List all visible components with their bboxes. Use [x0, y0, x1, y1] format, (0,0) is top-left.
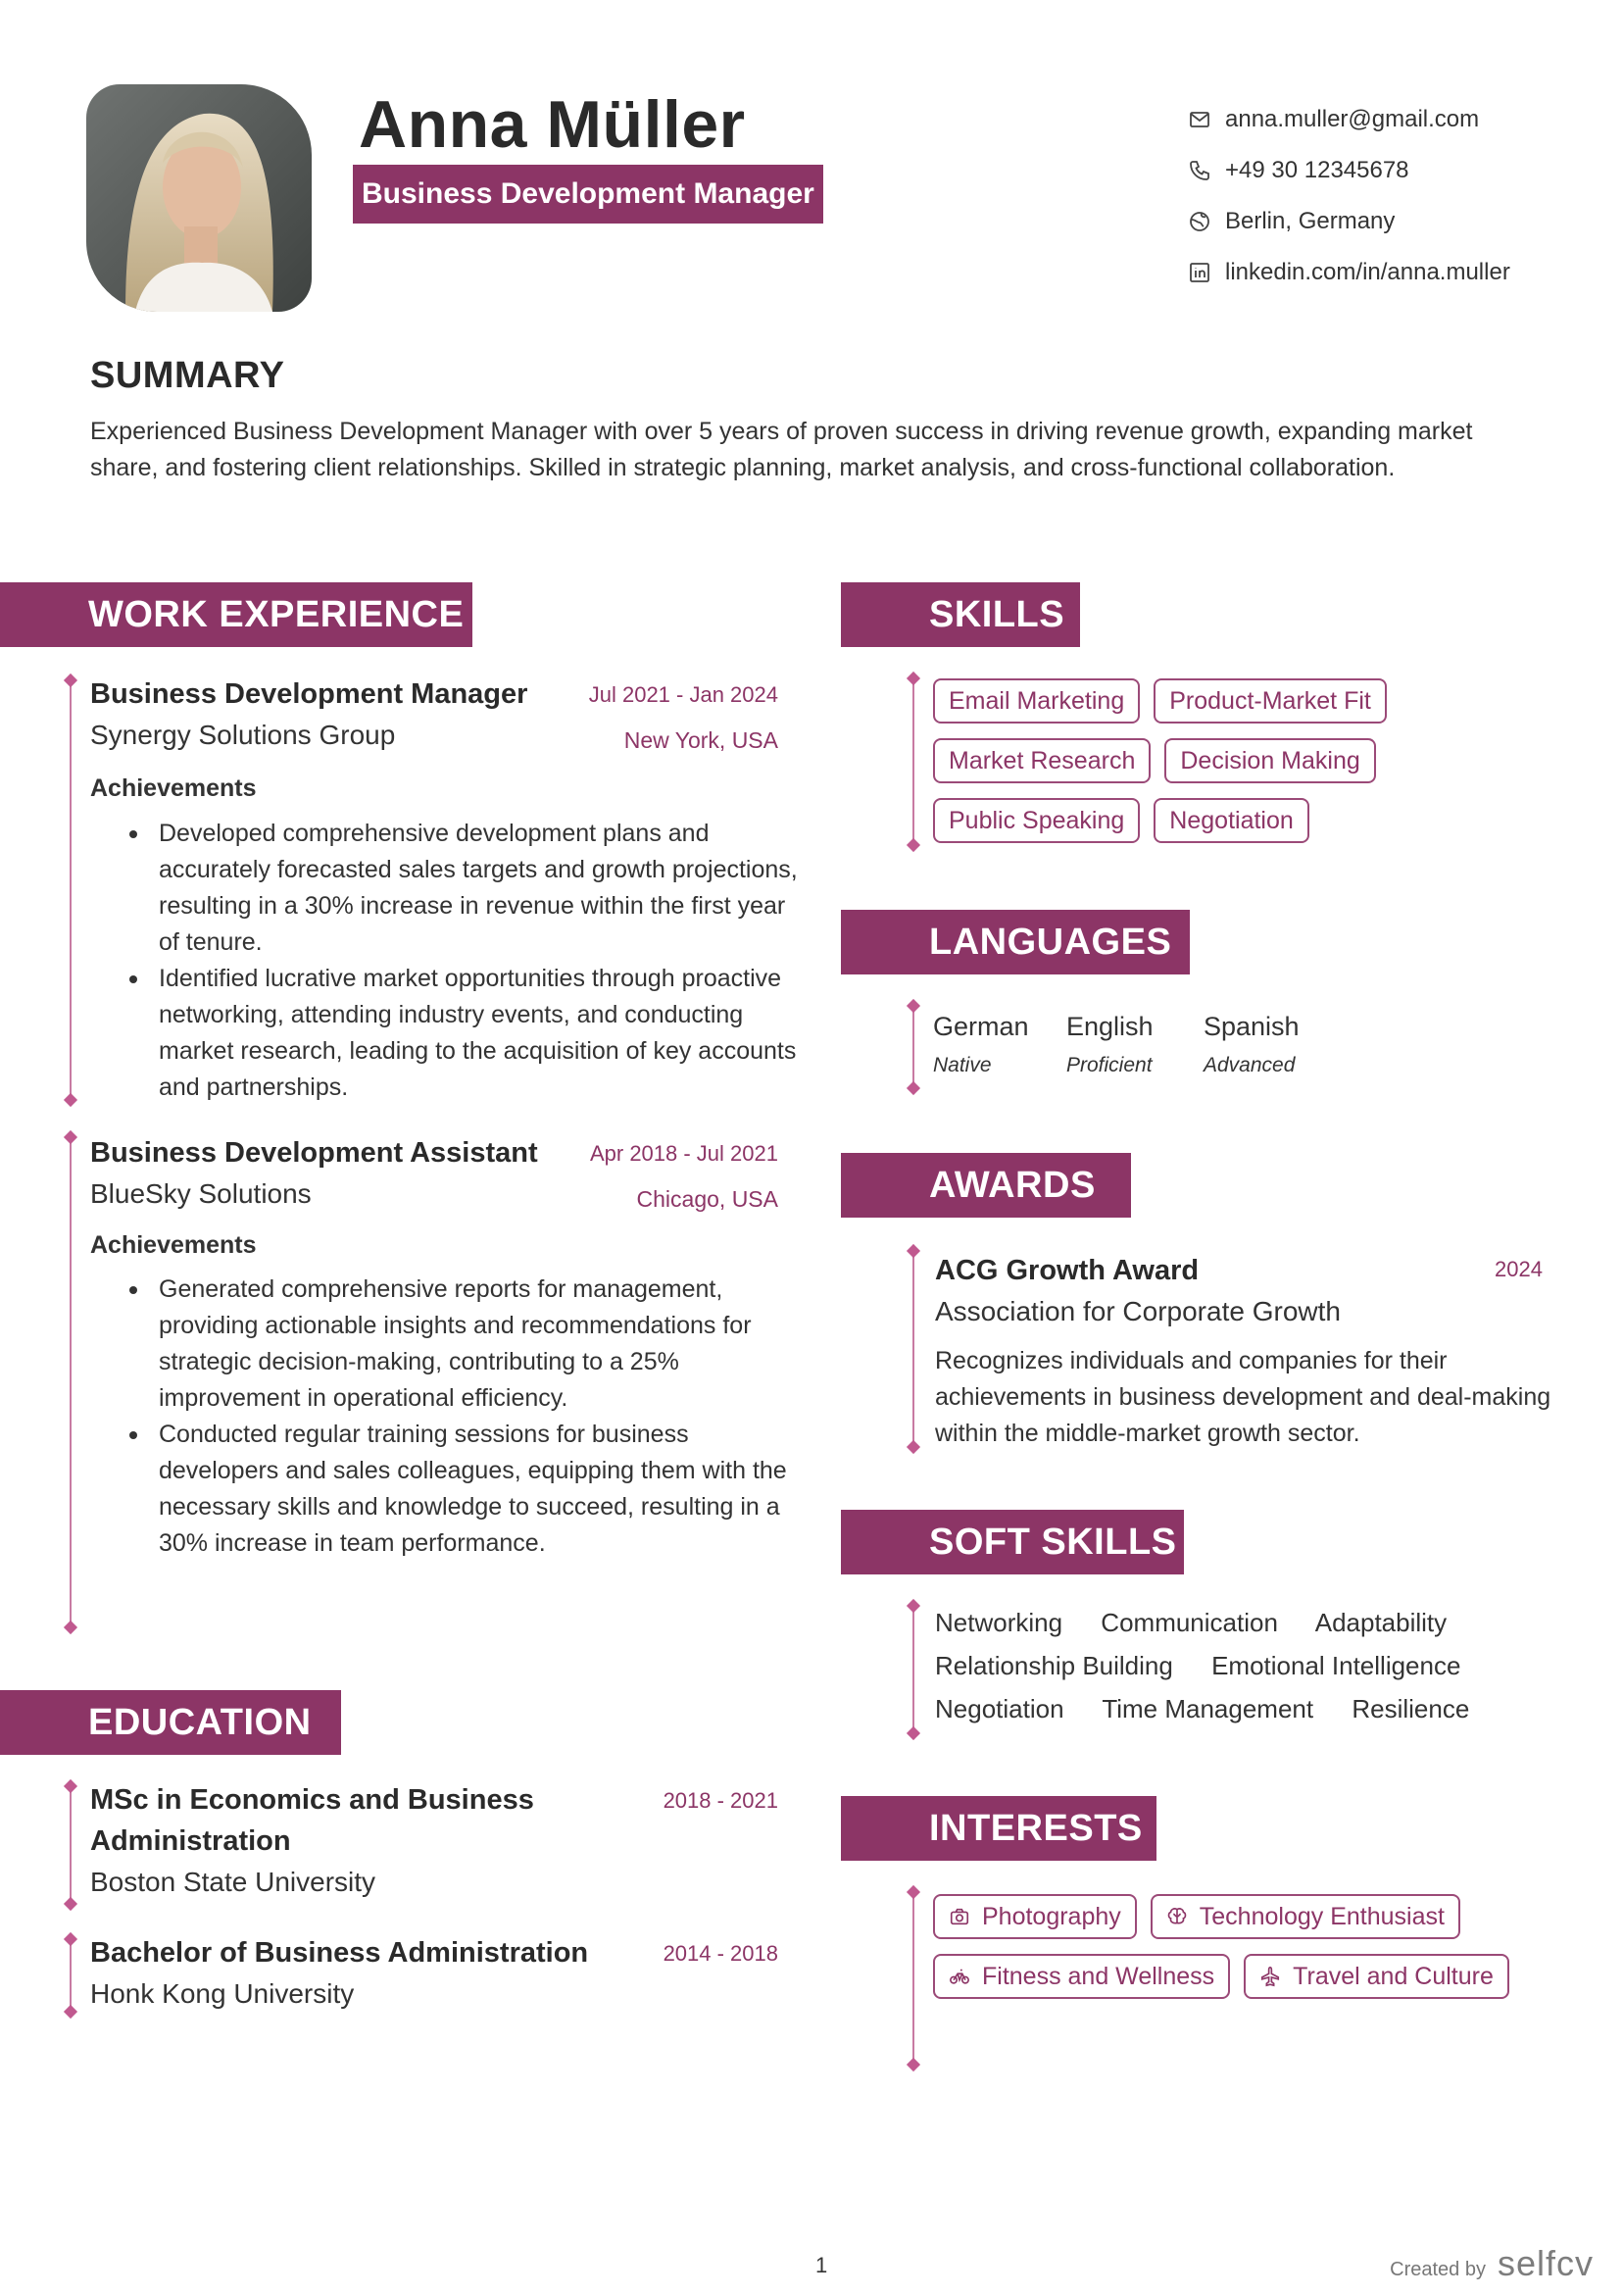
- interest-tag: [933, 1894, 1137, 1939]
- language-level: Proficient: [1066, 1054, 1153, 1076]
- interest-tag: [1244, 1954, 1509, 1999]
- edu-1-degree-line1: MSc in Economics and Business: [90, 1784, 534, 1816]
- job-1-timeline: [70, 680, 72, 1100]
- language-level: Advanced: [1204, 1054, 1296, 1076]
- award-year: 2024: [1495, 1257, 1543, 1281]
- skill-tag: Market Research: [933, 738, 1151, 783]
- skill-tag: Negotiation: [1154, 798, 1308, 843]
- list-item: Conducted regular training sessions for business developers and sales colleagues, equipping them with the necessary skills and knowledge to succeed, resulting in a 30% increase in team performance.: [90, 1417, 806, 1562]
- job-1-location: New York, USA: [623, 727, 778, 753]
- edu-1-timeline: [70, 1786, 72, 1904]
- skill-tag: Decision Making: [1164, 738, 1375, 783]
- phone-icon: [1188, 159, 1211, 182]
- phone-text: +49 30 12345678: [1225, 157, 1409, 183]
- edu-2-timeline: [70, 1939, 72, 2012]
- award-organization: Association for Corporate Growth: [935, 1296, 1341, 1326]
- bike-icon: [949, 1966, 970, 1987]
- soft-skill: Adaptability: [1314, 1608, 1448, 1637]
- job-2-achievements: [90, 1272, 806, 1562]
- interests-tag-list: [933, 1894, 1560, 2014]
- edu-2-school: Honk Kong University: [90, 1978, 355, 2009]
- globe-icon: [1188, 210, 1211, 233]
- job-2-timeline: [70, 1137, 72, 1627]
- job-2-achievements-label: Achievements: [90, 1231, 257, 1259]
- list-item: Generated comprehensive reports for management, providing actionable insights and recommendations for strategic decision-making, contributing to a 25% improvement in operational efficiency.: [90, 1272, 806, 1417]
- interest-label: Photography: [982, 1903, 1121, 1930]
- soft-skills-row: [935, 1651, 1492, 1681]
- language-item: [1204, 1012, 1300, 1077]
- soft-skill: Networking: [935, 1608, 1063, 1637]
- language-name: German: [933, 1012, 1029, 1041]
- edu-2-date: 2014 - 2018: [663, 1941, 778, 1966]
- contact-linkedin[interactable]: [1188, 247, 1599, 298]
- soft-skills-row: [935, 1608, 1478, 1638]
- skills-tag-list: [933, 678, 1462, 858]
- language-name: Spanish: [1204, 1012, 1300, 1041]
- location-text: Berlin, Germany: [1225, 208, 1396, 234]
- interest-label: Travel and Culture: [1293, 1963, 1494, 1990]
- soft-skill: Resilience: [1352, 1694, 1470, 1723]
- skills-heading: SKILLS: [841, 582, 1080, 647]
- soft-skill: Negotiation: [935, 1694, 1064, 1723]
- soft-skills-row: [935, 1694, 1500, 1724]
- languages-heading: LANGUAGES: [841, 910, 1190, 974]
- summary-text: Experienced Business Development Manager with over 5 years of proven success in driving revenue growth, expanding market share, and fostering client relationships. Skilled in strategic planning, market analysis, and cross-functional collaboration.: [90, 418, 1473, 481]
- credit-label: Created by: [1390, 2259, 1486, 2280]
- job-1-company: Synergy Solutions Group: [90, 720, 396, 750]
- skill-tag: Product-Market Fit: [1154, 678, 1387, 724]
- soft-skill: Time Management: [1102, 1694, 1314, 1723]
- interest-label: Fitness and Wellness: [982, 1963, 1215, 1990]
- award-description: Recognizes individuals and companies for their achievements in business development and deal-making within the middle-market growth sector.: [935, 1347, 1551, 1447]
- brain-icon: [1166, 1906, 1188, 1927]
- mail-icon: [1188, 108, 1211, 131]
- interest-tag: [933, 1954, 1230, 1999]
- linkedin-text: linkedin.com/in/anna.muller: [1225, 259, 1510, 285]
- education-heading: EDUCATION: [0, 1690, 341, 1755]
- language-item: [933, 1012, 1029, 1077]
- soft-skill: Communication: [1101, 1608, 1278, 1637]
- interests-heading: INTERESTS: [841, 1796, 1156, 1861]
- job-2-date: Apr 2018 - Jul 2021: [589, 1141, 778, 1166]
- contact-email[interactable]: [1188, 94, 1599, 145]
- edu-1-date: 2018 - 2021: [663, 1788, 778, 1813]
- contact-phone[interactable]: [1188, 145, 1599, 196]
- camera-icon: [949, 1906, 970, 1927]
- soft-skills-heading: SOFT SKILLS: [841, 1510, 1184, 1574]
- award-title: ACG Growth Award: [935, 1255, 1200, 1286]
- job-1-title: Business Development Manager: [90, 678, 528, 710]
- awards-heading: AWARDS: [841, 1153, 1131, 1218]
- language-item: [1066, 1012, 1154, 1077]
- language-name: English: [1066, 1012, 1154, 1041]
- list-item: Identified lucrative market opportunities through proactive networking, attending industry events, and conducting market research, leading to the acquisition of key accounts and partnerships.: [90, 961, 806, 1106]
- language-level: Native: [933, 1054, 992, 1076]
- linkedin-icon: [1188, 261, 1211, 284]
- footer-credit[interactable]: [1390, 2243, 1594, 2284]
- email-text: anna.muller@gmail.com: [1225, 106, 1480, 132]
- soft-skill: Relationship Building: [935, 1651, 1173, 1680]
- interests-timeline: [912, 1892, 914, 2065]
- summary-heading: SUMMARY: [90, 355, 285, 396]
- job-1-achievements-label: Achievements: [90, 774, 257, 802]
- soft-skills-timeline: [912, 1606, 914, 1733]
- job-2-company: BlueSky Solutions: [90, 1178, 312, 1209]
- brand-logo: selfcv: [1497, 2243, 1594, 2283]
- job-2-title: Business Development Assistant: [90, 1137, 538, 1169]
- candidate-name: Anna Müller: [359, 87, 746, 162]
- contact-location: [1188, 196, 1599, 247]
- job-2-location: Chicago, USA: [636, 1186, 778, 1212]
- job-1-date: Jul 2021 - Jan 2024: [588, 682, 778, 707]
- page-number: 1: [815, 2253, 828, 2277]
- work-experience-heading: WORK EXPERIENCE: [0, 582, 472, 647]
- edu-1-school: Boston State University: [90, 1867, 376, 1897]
- interest-label: Technology Enthusiast: [1199, 1903, 1445, 1930]
- edu-2-degree: Bachelor of Business Administration: [90, 1937, 589, 1969]
- skill-tag: Email Marketing: [933, 678, 1140, 724]
- soft-skill: Emotional Intelligence: [1211, 1651, 1461, 1680]
- plane-icon: [1259, 1966, 1281, 1987]
- job-title-badge: Business Development Manager: [353, 165, 823, 224]
- contact-list: [1188, 94, 1599, 298]
- languages-timeline: [912, 1006, 914, 1088]
- list-item: Developed comprehensive development plans and accurately forecasted sales targets and growth projections, resulting in a 30% increase in revenue within the first year of tenure.: [90, 816, 806, 961]
- profile-photo: [86, 84, 312, 312]
- job-1-achievements: [90, 816, 806, 1106]
- interest-tag: [1151, 1894, 1460, 1939]
- skill-tag: Public Speaking: [933, 798, 1140, 843]
- skills-timeline: [912, 678, 914, 845]
- awards-timeline: [912, 1251, 914, 1447]
- edu-1-degree-line2: Administration: [90, 1825, 291, 1857]
